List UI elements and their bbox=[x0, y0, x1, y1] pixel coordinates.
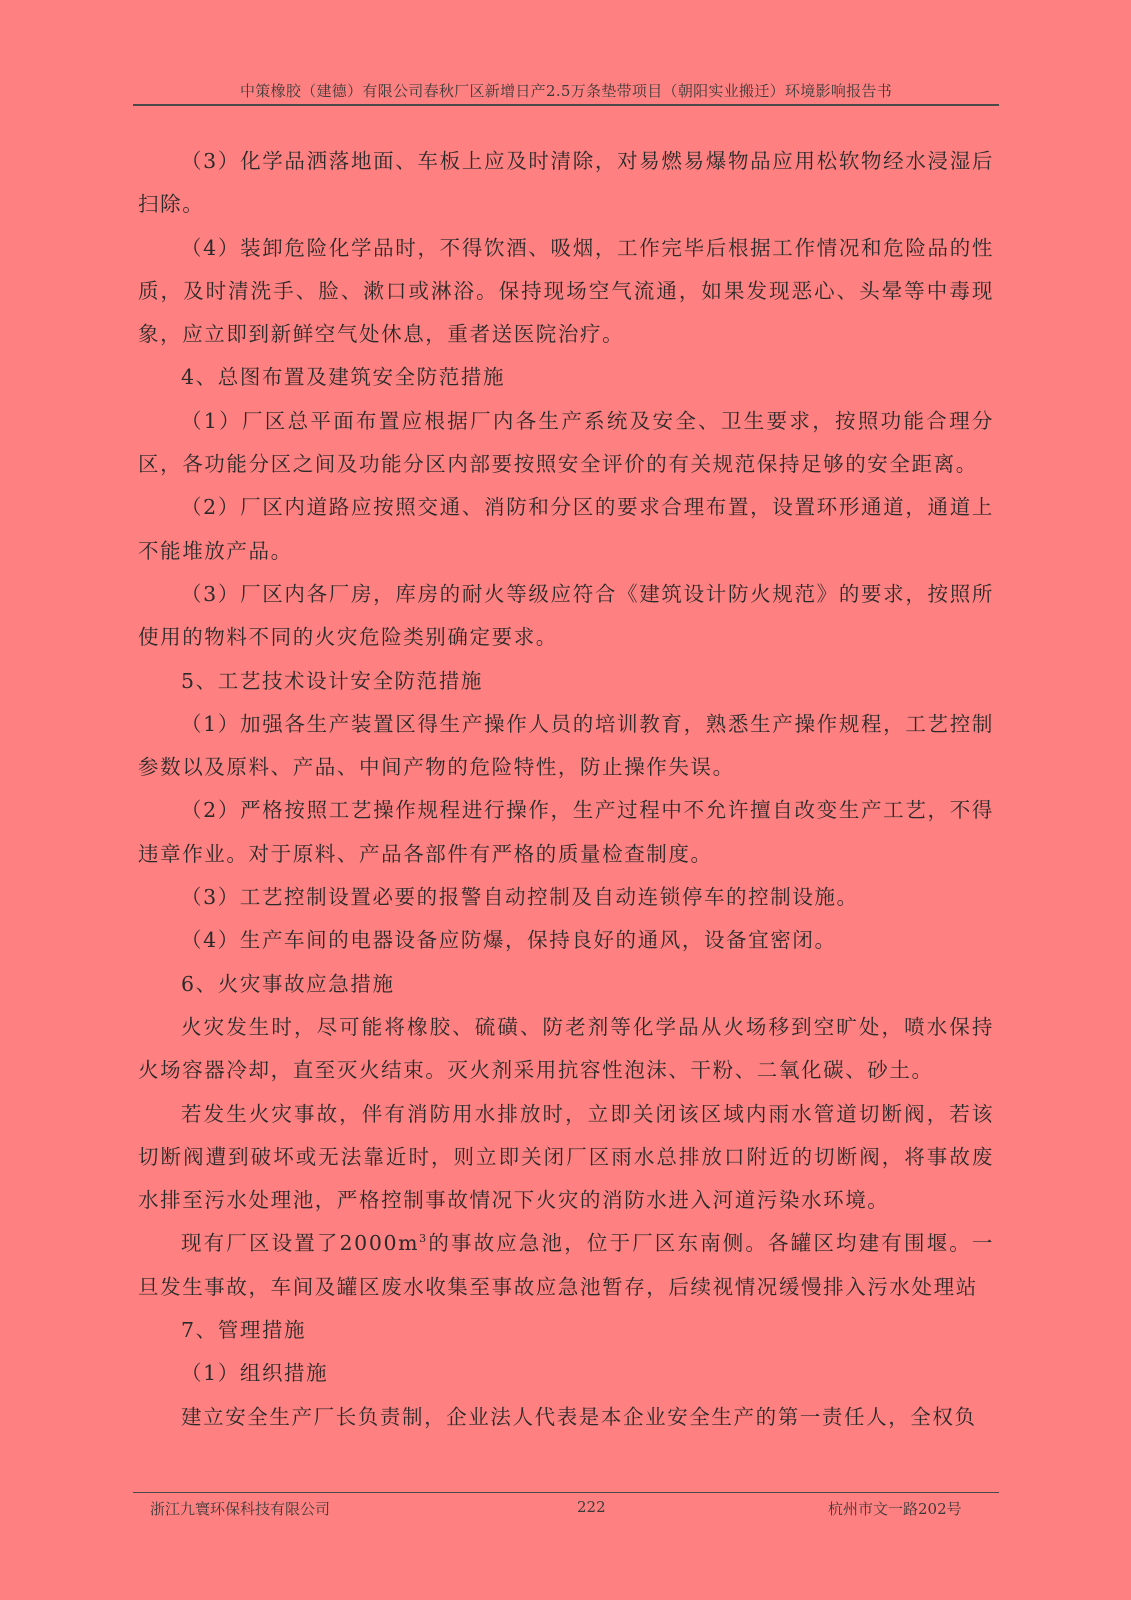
paragraph-layout-3: （3）厂区内各厂房，库房的耐火等级应符合《建筑设计防火规范》的要求，按照所使用的物料不同的火灾危险类别确定要求。 bbox=[138, 581, 994, 650]
paragraph-chemical-spill: （3）化学品洒落地面、车板上应及时清除，对易燃易爆物品应用松软物经水浸湿后扫除。 bbox=[138, 149, 994, 217]
page-body bbox=[138, 140, 994, 1439]
subheading-organization: （1）组织措施 bbox=[181, 1361, 329, 1386]
paragraph-emergency-pool bbox=[138, 1222, 994, 1309]
footer-divider bbox=[133, 1492, 999, 1493]
paragraph-process-2: （2）严格按照工艺操作规程进行操作，生产过程中不允许擅自改变生产工艺，不得违章作业。对于原料、产品各部件有严格的质量检查制度。 bbox=[138, 798, 994, 866]
footer-address: 杭州市文一路202号 bbox=[828, 1500, 962, 1518]
paragraph-fire-1: 火灾发生时，尽可能将橡胶、硫磺、防老剂等化学品从火场移到空旷处，喷水保持火场容器冷却，直至灭火结束。灭火剂采用抗容性泡沫、干粉、二氧化碳、砂土。 bbox=[138, 1014, 994, 1083]
footer-company: 浙江九寰环保科技有限公司 bbox=[150, 1500, 331, 1518]
section-heading-management: 7、管理措施 bbox=[181, 1318, 307, 1343]
section-heading-layout-safety: 4、总图布置及建筑安全防范措施 bbox=[181, 365, 506, 390]
paragraph-process-4: （4）生产车间的电器设备应防爆，保持良好的通风，设备宜密闭。 bbox=[181, 928, 837, 953]
paragraph-fire-2: 若发生火灾事故，伴有消防用水排放时，立即关闭该区域内雨水管道切断阀，若该切断阀遭到破坏或无法靠近时，则立即关闭厂区雨水总排放口附近的切断阀，将事故废水排至污水处理池，严格控制事故情况下火灾的消防水进入河道污染水环境。 bbox=[138, 1101, 994, 1213]
section-heading-process-safety: 5、工艺技术设计安全防范措施 bbox=[181, 668, 483, 693]
header-divider bbox=[133, 104, 999, 106]
page-number: 222 bbox=[577, 1498, 606, 1516]
pool-text-before: 现有厂区设置了2000m bbox=[181, 1231, 420, 1256]
paragraph-layout-2: （2）厂区内道路应按照交通、消防和分区的要求合理布置，设置环形通道，通道上不能堆放产品。 bbox=[138, 495, 994, 563]
superscript-cubic: 3 bbox=[419, 1232, 428, 1246]
paragraph-process-1: （1）加强各生产装置区得生产操作人员的培训教育，熟悉生产操作规程，工艺控制参数以及原料、产品、中间产物的危险特性，防止操作失误。 bbox=[138, 711, 994, 780]
paragraph-process-3: （3）工艺控制设置必要的报警自动控制及自动连锁停车的控制设施。 bbox=[181, 885, 859, 910]
paragraph-responsibility: 建立安全生产厂长负责制，企业法人代表是本企业安全生产的第一责任人，全权负 bbox=[181, 1404, 977, 1429]
paragraph-loading-hazardous: （4）装卸危险化学品时，不得饮酒、吸烟，工作完毕后根据工作情况和危险品的性质，及时清洗手、脸、漱口或淋浴。保持现场空气流通，如果发现恶心、头晕等中毒现象，应立即到新鲜空气处休息，重者送医院治疗。 bbox=[138, 235, 994, 347]
section-heading-fire-emergency: 6、火灾事故应急措施 bbox=[181, 971, 395, 996]
page-header: 中策橡胶（建德）有限公司春秋厂区新增日产2.5万条垫带项目（朝阳实业搬迁）环境影响报告书 bbox=[239, 82, 893, 100]
paragraph-layout-1: （1）厂区总平面布置应根据厂内各生产系统及安全、卫生要求，按照功能合理分区，各功能分区之间及功能分区内部要按照安全评价的有关规范保持足够的安全距离。 bbox=[138, 408, 994, 477]
pool-text-after: 的事故应急池，位于厂区东南侧。各罐区均建有围堰。一旦发生事故，车间及罐区废水收集至事故应急池暂存，后续视情况缓慢排入污水处理站 bbox=[138, 1231, 994, 1299]
